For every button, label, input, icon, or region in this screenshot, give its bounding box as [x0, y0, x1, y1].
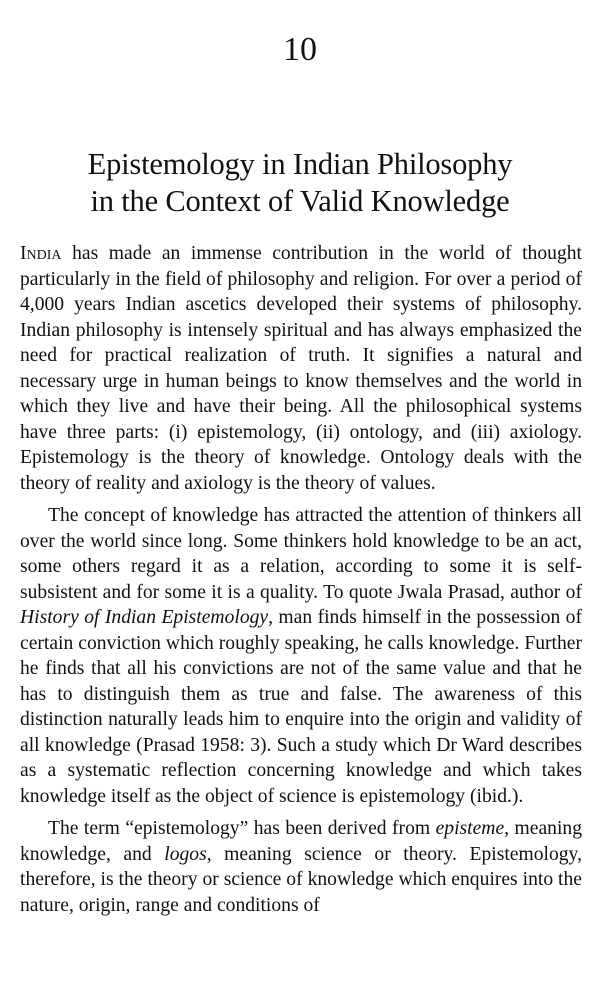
chapter-title-line-2: in the Context of Valid Knowledge [90, 184, 510, 218]
paragraph-3 [20, 816, 582, 918]
term-logos: logos [164, 843, 207, 865]
paragraph-3-text-b: , meaning knowledge, and [20, 818, 582, 865]
paragraph-3-text-c: , meaning science or theory. Epistemology, therefore, is the theory or science of knowledge which enquires into the nature, origin, range and conditions of [20, 843, 582, 916]
chapter-title [0, 146, 600, 220]
body-text [20, 241, 582, 925]
paragraph-1-text: has made an immense contribution in the world of thought particularly in the field of philosophy and religion. For over a period of 4,000 years Indian ascetics developed their systems of philosophy. Indian philosophy is intensely spiritual and has always emphasized the need for practical realization of truth. It signifies a natural and necessary urge in human beings to know themselves and the world in which they live and have their being. All the philosophical systems have three parts: (i) epistemology, (ii) ontology, and (iii) axiology. Epistemology is the theory of knowledge. Ontology deals with the theory of reality and axiology is the theory of values. [20, 243, 582, 494]
paragraph-lead-word: India [20, 243, 62, 264]
paragraph-2-text-a: The concept of knowledge has attracted the attention of thinkers all over the world since long. Some thinkers hold knowledge to be an act, some others regard it as a relation, according to some it is self-subsistent and for some it is a quality. To quote Jwala Prasad, author of [20, 505, 582, 603]
paragraph-1 [20, 241, 582, 496]
paragraph-2 [20, 503, 582, 809]
term-episteme: episteme [435, 818, 505, 839]
chapter-number: 10 [283, 31, 317, 68]
book-title-citation: History of Indian Epistemology [20, 607, 269, 628]
paragraph-3-text-a: The term “epistemology” has been derived from [48, 818, 436, 839]
paragraph-2-text-b: , man finds himself in the possession of certain conviction which roughly speaking, he calls knowledge. Further he finds that all his convictions are not of the same value and that he has to distinguish them as true and false. The awareness of this distinction naturally leads him to enquire into the origin and validity of all knowledge (Prasad 1958: 3). Such a study which Dr Ward describes as a systematic reflection concerning knowledge and which takes knowledge itself as the object of science is epistemology (ibid.). [20, 607, 582, 807]
chapter-title-line-1: Epistemology in Indian Philosophy [87, 147, 513, 181]
